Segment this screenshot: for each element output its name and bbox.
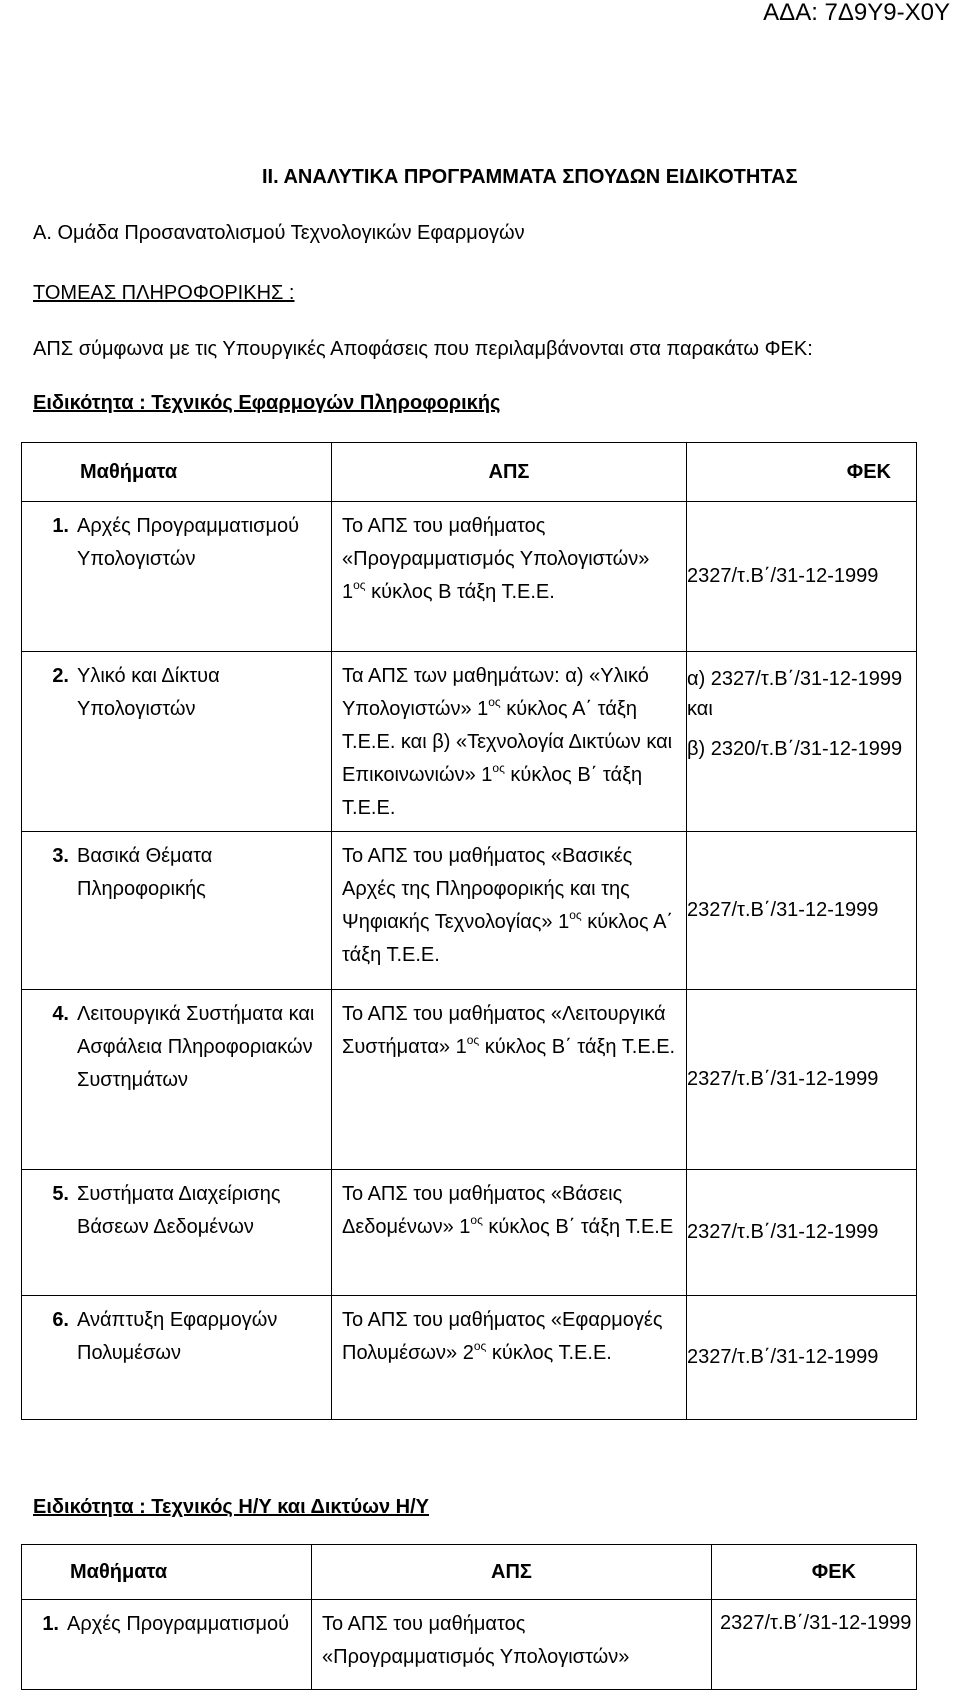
fek-value bbox=[687, 652, 917, 832]
course-name: Αρχές Προγραμματισμού Υπολογιστών bbox=[77, 515, 300, 570]
fek-value: 2327/τ.Β΄/31-12-1999 bbox=[712, 1600, 917, 1690]
curriculum-table-1 bbox=[21, 442, 917, 1420]
table-header-row bbox=[22, 1545, 917, 1600]
header-courses: Μαθήματα bbox=[22, 443, 332, 502]
fek-value: 2327/τ.Β΄/31-12-1999 bbox=[687, 990, 917, 1170]
aps-text: Το ΑΠΣ του μαθήματος «Προγραμματισμός Υπολογιστών» $1^{o\varsigma}$ κύκλος Β τάξη Τ.Ε.Ε. bbox=[342, 515, 650, 603]
table-row bbox=[22, 1170, 917, 1296]
course-name: Αρχές Προγραμματισμού bbox=[67, 1613, 290, 1635]
table-row bbox=[22, 832, 917, 990]
group-heading: Α. Ομάδα Προσανατολισμού Τεχνολογικών Εφαρμογών bbox=[33, 222, 525, 244]
table-row bbox=[22, 652, 917, 832]
course-name: Συστήματα Διαχείρισης Βάσεων Δεδομένων bbox=[77, 1183, 281, 1238]
header-aps: ΑΠΣ bbox=[332, 443, 687, 502]
fek-value: 2327/τ.Β΄/31-12-1999 bbox=[687, 1170, 917, 1296]
fek-value: 2327/τ.Β΄/31-12-1999 bbox=[687, 832, 917, 990]
header-fek: ΦΕΚ bbox=[712, 1545, 917, 1600]
table-header-row bbox=[22, 443, 917, 502]
specialty-2-title: Ειδικότητα : Τεχνικός Η/Υ και Δικτύων Η/Υ bbox=[33, 1496, 430, 1518]
section-title: ΙΙ. ΑΝΑΛΥΤΙΚΑ ΠΡΟΓΡΑΜΜΑΤΑ ΣΠΟΥΔΩΝ ΕΙΔΙΚΟΤΗΤΑΣ bbox=[262, 166, 798, 188]
row-number: 3. bbox=[52, 845, 69, 867]
ada-code: ΑΔΑ: 7Δ9Υ9-Χ0Υ bbox=[763, 0, 950, 26]
row-number: 2. bbox=[52, 665, 69, 687]
row-number: 1. bbox=[42, 1613, 59, 1635]
curriculum-table-2 bbox=[21, 1544, 917, 1690]
specialty-1-title: Ειδικότητα : Τεχνικός Εφαρμογών Πληροφορικής bbox=[33, 392, 501, 414]
aps-text: Το ΑΠΣ του μαθήματος «Προγραμματισμός Υπολογιστών» bbox=[322, 1613, 630, 1668]
table-row bbox=[22, 1600, 917, 1690]
table-row bbox=[22, 990, 917, 1170]
fek-line-b: β) 2320/τ.Β΄/31-12-1999 bbox=[687, 738, 903, 760]
sector-heading: ΤΟΜΕΑΣ ΠΛΗΡΟΦΟΡΙΚΗΣ : bbox=[33, 282, 295, 304]
header-aps: ΑΠΣ bbox=[312, 1545, 712, 1600]
row-number: 6. bbox=[52, 1309, 69, 1331]
fek-value: 2327/τ.Β΄/31-12-1999 bbox=[687, 502, 917, 652]
course-name: Ανάπτυξη Εφαρμογών Πολυμέσων bbox=[77, 1309, 278, 1364]
intro-text: ΑΠΣ σύμφωνα με τις Υπουργικές Αποφάσεις που περιλαμβάνονται στα παρακάτω ΦΕΚ: bbox=[33, 338, 813, 360]
course-name: Υλικό και Δίκτυα Υπολογιστών bbox=[77, 665, 220, 720]
aps-text: Το ΑΠΣ του μαθήματος «Λειτουργικά Συστήματα» $1^{o\varsigma}$ κύκλος Β΄ τάξη Τ.Ε.Ε. bbox=[342, 1003, 676, 1058]
aps-text: Το ΑΠΣ του μαθήματος «Εφαρμογές Πολυμέσων» $2^{o\varsigma}$ κύκλος Τ.Ε.Ε. bbox=[342, 1309, 663, 1364]
table-row bbox=[22, 1296, 917, 1420]
table-row bbox=[22, 502, 917, 652]
course-name: Βασικά Θέματα Πληροφορικής bbox=[77, 845, 213, 900]
row-number: 5. bbox=[52, 1183, 69, 1205]
row-number: 1. bbox=[52, 515, 69, 537]
aps-text: Το ΑΠΣ του μαθήματος «Βάσεις Δεδομένων» $1^{o\varsigma}$ κύκλος Β΄ τάξη Τ.Ε.Ε bbox=[342, 1183, 674, 1238]
header-courses: Μαθήματα bbox=[22, 1545, 312, 1600]
aps-text: Το ΑΠΣ του μαθήματος «Βασικές Αρχές της Πληροφορικής και της Ψηφιακής Τεχνολογίας» $1^{o\varsigma}$ κύκλος Α΄ τάξη Τ.Ε.Ε. bbox=[342, 845, 674, 966]
fek-line-a: α) 2327/τ.Β΄/31-12-1999 και bbox=[687, 668, 903, 720]
aps-text: Τα ΑΠΣ των μαθημάτων: α) «Υλικό Υπολογιστών» $1^{o\varsigma}$ κύκλος Α΄ τάξη Τ.Ε.Ε. και β) «Τεχνολογία Δικτύων και Επικοινωνιών» $1^{o\varsigma}$ κύκλος Β΄ τάξη Τ.Ε.Ε. bbox=[342, 665, 673, 819]
row-number: 4. bbox=[52, 1003, 69, 1025]
fek-value: 2327/τ.Β΄/31-12-1999 bbox=[687, 1296, 917, 1420]
header-fek: ΦΕΚ bbox=[687, 443, 917, 502]
course-name: Λειτουργικά Συστήματα και Ασφάλεια Πληροφοριακών Συστημάτων bbox=[77, 1003, 315, 1091]
